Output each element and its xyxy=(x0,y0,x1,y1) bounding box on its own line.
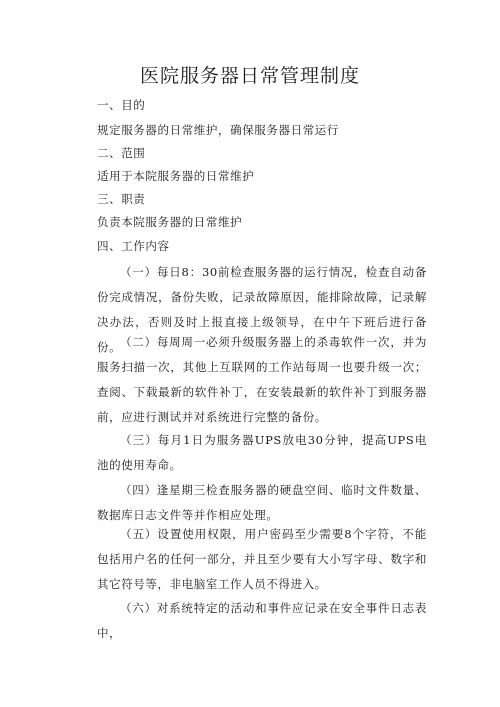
section-heading-scope: 二、范围 xyxy=(97,146,146,160)
paragraph-monthly-ups: （三）每月1日为服务器UPS放电30分钟，提高UPS电池的使用寿命。 xyxy=(97,433,427,472)
paragraph-permissions: （五）设置使用权限，用户密码至少需要8个字符，不能包括用户名的任何一部分，并且至少要有大小写字母、数字和其它符号等，非电脑室工作人员不得进入。 xyxy=(97,527,427,591)
paragraph-daily-check: （一）每日8：30前检查服务器的运行情况，检查自动备份完成情况，备份失败，记录故障原因，能排除故障，记录解决办法，否则及时上报直接上级领导，在中午下班后进行备份。 xyxy=(97,265,427,354)
paragraph-weekly-upgrade: （二）每周周一必须升级服务器上的杀毒软件一次，并为服务扫描一次，其他上互联网的工作站每周一也要升级一次；查阅、下载最新的软件补丁，在安装最新的软件补丁到服务器前，应进行测试并对系统进行完整的备份。 xyxy=(97,335,427,424)
section-heading-duties: 三、职责 xyxy=(97,192,146,206)
section-text-scope: 适用于本院服务器的日常维护 xyxy=(97,169,255,183)
paragraph-event-log: （六）对系统特定的活动和事件应记录在安全事件日志表中， xyxy=(97,601,427,640)
section-text-duties: 负责本院服务器的日常维护 xyxy=(97,215,243,229)
section-heading-work: 四、工作内容 xyxy=(97,239,170,253)
section-text-purpose: 规定服务器的日常维护，确保服务器日常运行 xyxy=(97,123,339,137)
paragraph-wednesday-check: （四）逢星期三检查服务器的硬盘空间、临时文件数量、数据库日志文件等并作相应处理。 xyxy=(97,483,427,522)
section-heading-purpose: 一、目的 xyxy=(97,98,146,112)
document-title: 医院服务器日常管理制度 xyxy=(139,65,360,87)
